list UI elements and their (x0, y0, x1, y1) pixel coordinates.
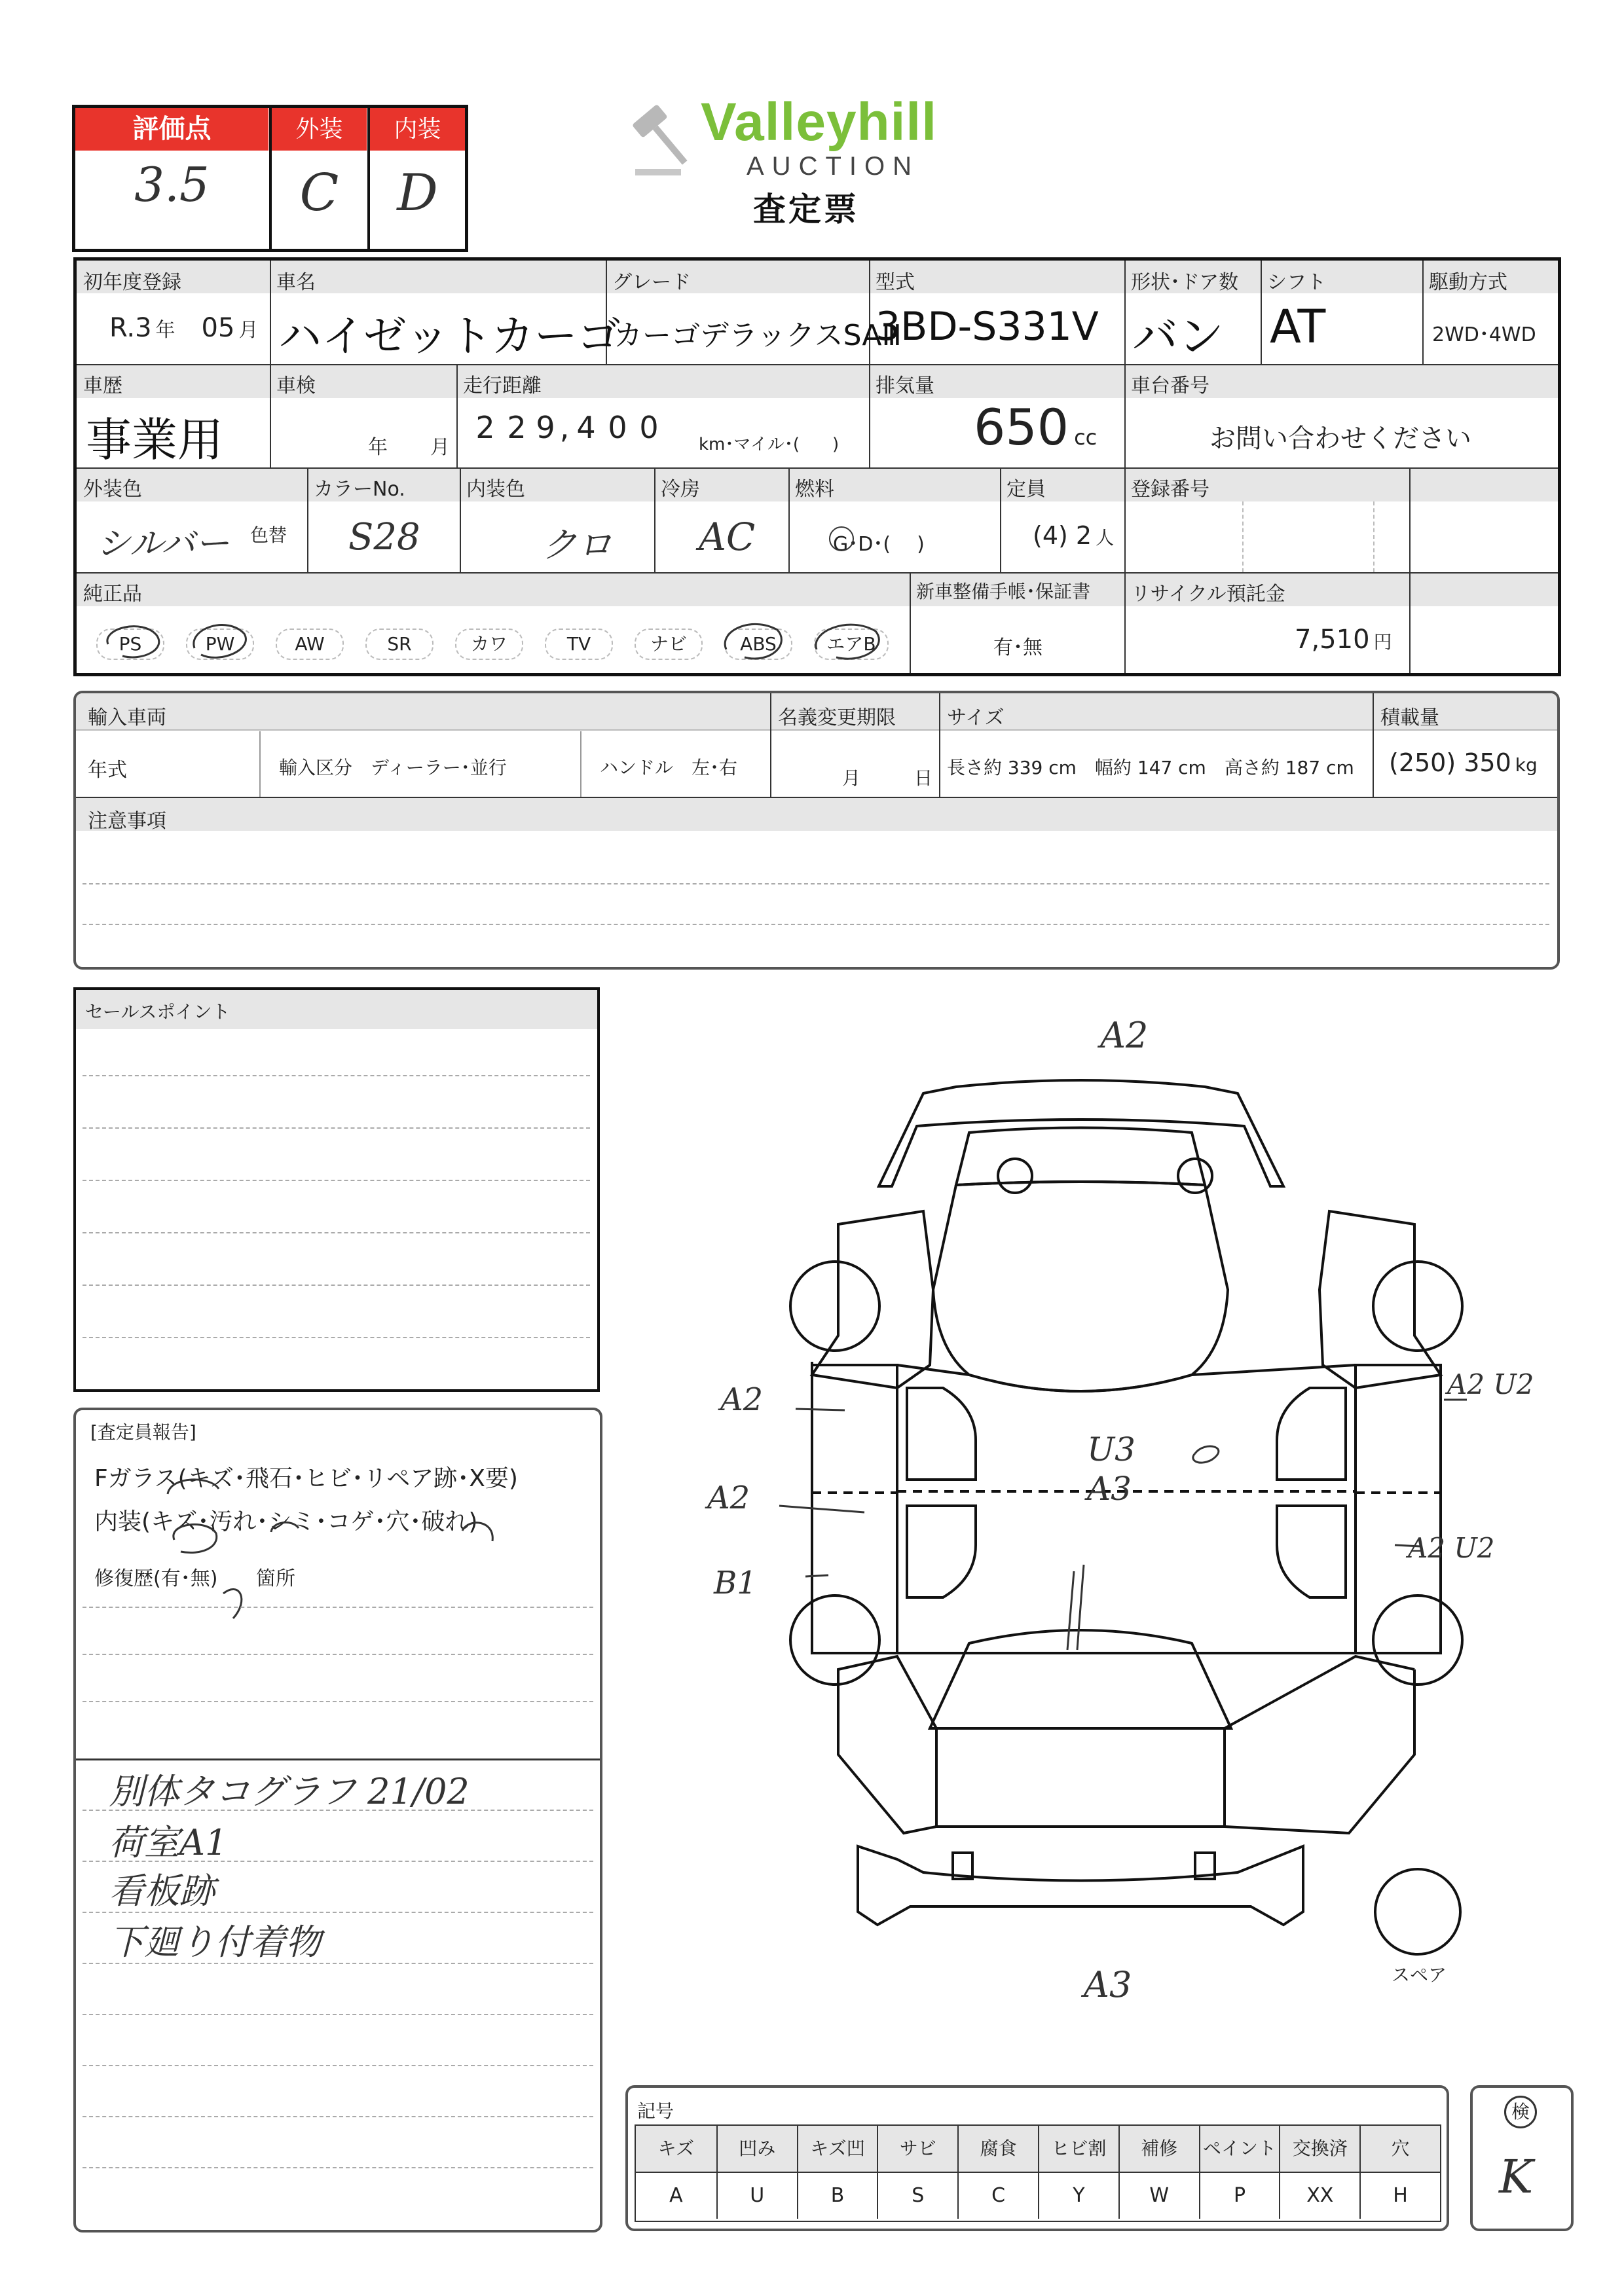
ext-color: シルバー (96, 524, 230, 564)
first-reg-value: R.3 年 05 月 (109, 313, 259, 343)
color-no: S28 (348, 516, 420, 558)
import-type: 輸入区分 ディーラー･並行 (279, 757, 507, 778)
option-ps: PS (96, 629, 164, 660)
legend-name-0: キズ (657, 2138, 695, 2159)
damage-mark-front: A3 (1084, 1964, 1132, 2005)
option-navi: ナビ (635, 629, 703, 660)
grade: カーゴデラックスSAⅢ (614, 319, 902, 352)
manual-label: 新車整備手帳･保証書 (916, 581, 1091, 602)
legend-name-8: 交換済 (1279, 2126, 1359, 2172)
legend-name-9: 穴 (1359, 2126, 1440, 2172)
grade-label: グレード (612, 271, 691, 294)
color-no-label: カラーNo. (314, 478, 405, 501)
color-change: 色替 (250, 524, 287, 546)
damage-mark-roof-scratch: A3 (1087, 1470, 1132, 1508)
rating-header-exterior: 外装 (272, 108, 367, 151)
import-box (73, 691, 1560, 970)
gavel-icon (629, 92, 707, 183)
legend-label: 記号 (637, 2100, 674, 2122)
inspector-circle-marks (76, 1449, 600, 1646)
ac: AC (699, 515, 756, 559)
displacement-label: 排気量 (876, 374, 934, 397)
handle: ハンドル 左･右 (600, 757, 738, 778)
import-year-label: 年式 (88, 759, 127, 782)
damage-mark-left-front: B1 (714, 1565, 757, 1601)
inspection-year-unit: 年 (368, 436, 388, 459)
form-title: 査定票 (753, 191, 859, 228)
rating-box (72, 105, 468, 252)
shift-label: シフト (1267, 271, 1326, 294)
body-label: 形状･ドア数 (1131, 271, 1239, 294)
inspector-note-1: 別体タコグラフ 21/02 (109, 1771, 470, 1812)
legend-code-4: C (957, 2173, 1038, 2219)
option-circle-marks (96, 615, 902, 668)
inspector-note-2: 荷室A1 (109, 1822, 228, 1863)
inspection-month-unit: 月 (430, 436, 450, 459)
check-value: K (1499, 2150, 1534, 2204)
mileage-unit: km･マイル･( ) (699, 435, 840, 454)
import-label: 輸入車両 (88, 706, 166, 729)
first-reg-label: 初年度登録 (83, 271, 181, 294)
mileage-label: 走行距離 (463, 374, 542, 397)
legend-name-7: ペイント (1199, 2126, 1280, 2172)
check-label: 検 (1504, 2096, 1537, 2128)
car-name: ハイゼットカーゴ (278, 311, 621, 361)
car-name-label: 車名 (276, 271, 316, 294)
inspector-location: 箇所 (256, 1567, 295, 1590)
history: 事業用 (86, 413, 223, 467)
sales-point-box (73, 987, 600, 1392)
legend-name-4: 腐食 (957, 2126, 1038, 2172)
fuel-label: 燃料 (795, 478, 834, 501)
rating-exterior: C (299, 164, 339, 223)
model-label: 型式 (876, 271, 915, 294)
rating-interior: D (397, 164, 438, 223)
model: 3BD-S331V (876, 304, 1099, 350)
legend-code-7: P (1199, 2173, 1280, 2219)
legend-code-3: S (877, 2173, 957, 2219)
inspector-label: [査定員報告] (90, 1421, 196, 1443)
legend-code-9: H (1359, 2173, 1440, 2219)
damage-mark-left-rear: A2 (720, 1381, 764, 1418)
history-label: 車歴 (83, 374, 122, 397)
legend-code-0: A (669, 2184, 683, 2207)
legend-name-1: 凹み (716, 2126, 797, 2172)
sales-point-label: セールスポイント (85, 1001, 231, 1023)
fuel: G･D･( ) (833, 528, 925, 556)
chassis-label: 車台番号 (1131, 374, 1209, 397)
name-change-label: 名義変更期限 (778, 706, 896, 729)
options-label: 純正品 (83, 583, 142, 606)
inspector-note-3: 看板跡 (109, 1870, 215, 1912)
ext-color-label: 外装色 (83, 478, 142, 501)
option-airbag: エアB (814, 629, 889, 660)
damage-annotation-lines (707, 1008, 1552, 2036)
option-sr: SR (365, 629, 434, 660)
legend-name-2: キズ凹 (797, 2126, 877, 2172)
body: バン (1132, 310, 1224, 363)
ac-label: 冷房 (661, 478, 700, 501)
logo-brand: Valleyhill (701, 92, 937, 152)
legend-code-6: W (1118, 2173, 1199, 2219)
legend-name-6: 補修 (1118, 2126, 1199, 2172)
car-diagram (707, 1008, 1552, 2036)
vehicle-table (73, 257, 1561, 676)
legend-name-5: ヒビ割 (1038, 2126, 1118, 2172)
inspector-interior: 内装(キズ･汚れ･シミ･コゲ･穴･破れ) (94, 1508, 478, 1535)
int-color-label: 内装色 (466, 478, 525, 501)
load-label: 積載量 (1380, 706, 1439, 729)
spare-label: スペア (1392, 1964, 1447, 1986)
size-label: サイズ (947, 706, 1005, 729)
damage-mark-right-rear: A2 U2 (1447, 1368, 1534, 1400)
recycle-value: 7,510 円 (1295, 625, 1392, 655)
capacity: (4) 2 人 (1033, 521, 1115, 550)
option-kawa: カワ (455, 629, 523, 660)
rating-header-interior: 内装 (370, 108, 465, 151)
legend-box (625, 2085, 1449, 2231)
manual: 有･無 (993, 636, 1043, 659)
drive-label: 駆動方式 (1429, 271, 1507, 294)
legend-code-2: B (797, 2173, 877, 2219)
inspector-box (73, 1408, 602, 2232)
int-color: クロ (542, 524, 612, 566)
load-value: (250) 350 kg (1389, 748, 1538, 777)
name-change-day: 日 (914, 767, 933, 789)
name-change-month: 月 (842, 767, 861, 789)
notes-label: 注意事項 (88, 810, 166, 833)
damage-mark-rear: A2 (1100, 1015, 1149, 1056)
drive: 2WD･4WD (1432, 323, 1536, 346)
option-aw: AW (276, 629, 344, 660)
recycle-label: リサイクル預託金 (1131, 583, 1285, 606)
option-tv: TV (545, 629, 613, 660)
legend-code-1: U (716, 2173, 797, 2219)
damage-mark-roof-dent: U3 (1087, 1430, 1135, 1468)
displacement-value: 650 cc (974, 398, 1098, 456)
option-abs: ABS (724, 629, 792, 660)
inspection-label: 車検 (276, 374, 316, 397)
inspector-repair: 修復歴(有･無) (94, 1567, 218, 1590)
damage-mark-left-mid: A2 (707, 1480, 750, 1516)
inspector-glass: Fガラス(キズ･飛石･ヒビ･リペア跡･X要) (94, 1465, 518, 1492)
legend-code-8: XX (1279, 2173, 1359, 2219)
reg-no-label: 登録番号 (1131, 478, 1209, 501)
shift: AT (1270, 300, 1326, 354)
chassis: お問い合わせください (1209, 424, 1471, 454)
option-pw: PW (186, 629, 254, 660)
legend-name-3: サビ (877, 2126, 957, 2172)
logo (629, 92, 969, 229)
legend-table (635, 2124, 1441, 2222)
legend-code-5: Y (1038, 2173, 1118, 2219)
inspector-note-4: 下廻り付着物 (109, 1922, 321, 1963)
capacity-label: 定員 (1006, 478, 1046, 501)
rating-header-score: 評価点 (75, 108, 268, 151)
options-list (96, 629, 902, 661)
damage-mark-right-front: A2 U2 (1408, 1532, 1495, 1564)
check-box (1470, 2085, 1574, 2231)
mileage-value: 2 2 9 , 4 0 0 (475, 410, 659, 445)
logo-sub: AUCTION (747, 152, 919, 181)
rating-score: 3.5 (134, 157, 210, 212)
size: 長さ約 339 cm 幅約 147 cm 高さ約 187 cm (947, 757, 1354, 778)
